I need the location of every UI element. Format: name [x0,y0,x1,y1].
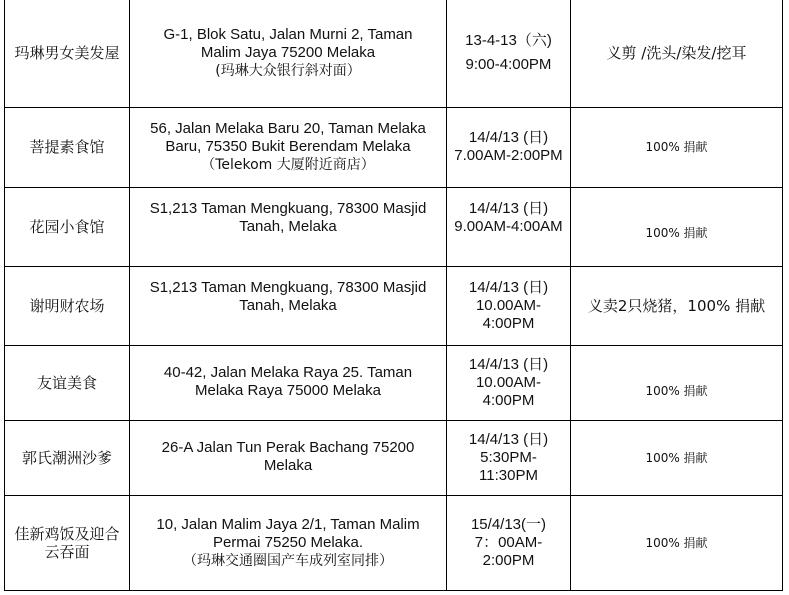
date-time-cell [447,0,571,107]
note-cell [571,0,783,107]
address-line: Tanah, Melaka [239,217,337,235]
shop-name: 郭氏潮洲沙爹 [21,448,112,467]
table-row [5,266,783,345]
address-line: Melaka Raya 75000 Melaka [195,381,381,399]
date-line: 14/4/13 (日) [468,129,549,146]
time-line: 4:00PM [482,314,535,332]
note-text: 100% 捐献 [645,225,708,240]
date-line: 14/4/13 (日) [468,199,549,217]
shop-name: 友谊美食 [36,373,97,392]
note-cell [571,420,783,495]
address-line: 26-A Jalan Tun Perak Bachang 75200 [161,438,415,456]
address-cell [130,420,447,495]
note-cell [571,107,783,187]
shop-name: 玛琳男女美发屋 [14,44,120,63]
shop-name-cell [5,420,130,495]
table-row [5,495,783,590]
time-line: 10.00AM- [475,296,542,314]
time-line: 11:30PM [479,466,538,484]
note-text: 100% 捐献 [645,450,708,465]
note-cell [571,187,783,266]
note-cell [571,266,783,345]
address-line: （玛琳交通圈国产车成列室同排） [183,552,393,569]
date-line: 14/4/13 (日) [468,278,549,296]
note-text: 义剪 /洗头/染发/挖耳 [606,44,747,63]
address-line: Tanah, Melaka [239,296,337,314]
address-cell [130,266,447,345]
address-line: Malim Jaya 75200 Melaka [200,44,376,62]
shop-name: 花园小食馆 [29,217,105,236]
address-line: Baru, 75350 Bukit Berendam Melaka [165,138,411,155]
address-line: S1,213 Taman Mengkuang, 78300 Masjid [149,278,427,296]
time-line: 4:00PM [482,391,535,409]
donation-schedule-table [4,0,783,591]
date-line: 13-4-13（六) [465,32,552,50]
time-line: 7：00AM- [474,533,543,551]
address-cell [130,187,447,266]
address-cell [130,0,447,107]
note-text: 100% 捐献 [645,140,708,154]
note-text: 100% 捐献 [645,535,708,550]
time-line: 10.00AM- [475,373,542,391]
address-line: (玛琳大众银行斜对面） [215,63,361,80]
shop-name-cell [5,107,130,187]
shop-name: 云吞面 [44,542,90,561]
date-line: 15/4/13(一) [470,515,547,533]
table-row [5,345,783,420]
address-line: S1,213 Taman Mengkuang, 78300 Masjid [149,199,427,217]
table-row [5,107,783,187]
table-row [5,187,783,266]
time-line: 2:00PM [482,551,535,569]
note-cell [571,495,783,590]
shop-name-cell [5,345,130,420]
address-line: 40-42, Jalan Melaka Raya 25. Taman [163,363,413,381]
table-row [5,0,783,107]
address-cell [130,107,447,187]
shop-name: 菩提素食馆 [29,138,105,156]
date-line: 14/4/13 (日) [468,355,549,373]
time-line: 9:00-4:00PM [465,56,552,74]
address-line: G-1, Blok Satu, Jalan Murni 2, Taman [163,26,413,44]
note-text: 义卖2只烧猪，100% 捐献 [587,296,766,315]
shop-name-cell [5,266,130,345]
address-line: 56, Jalan Melaka Baru 20, Taman Melaka [150,120,426,137]
table-row [5,420,783,495]
shop-name: 谢明财农场 [29,296,105,315]
shop-name-cell [5,0,130,107]
date-time-cell [447,495,571,590]
date-time-cell [447,107,571,187]
address-line: Melaka [263,456,313,474]
date-line: 14/4/13 (日) [468,430,549,448]
shop-name-cell [5,495,130,590]
date-time-cell [447,266,571,345]
address-line: （Telekom 大厦附近商店） [201,157,375,173]
shop-name: 佳新鸡饭及迎合 [14,524,120,543]
time-line: 7.00AM-2:00PM [454,147,563,164]
time-line: 9.00AM-4:00AM [454,217,563,235]
note-text: 100% 捐献 [645,383,708,398]
date-time-cell [447,345,571,420]
address-line: 10, Jalan Malim Jaya 2/1, Taman Malim [156,515,420,533]
note-cell [571,345,783,420]
time-line: 5:30PM- [480,448,537,466]
address-cell [130,345,447,420]
shop-name-cell [5,187,130,266]
address-line: Permai 75250 Melaka. [212,533,364,551]
date-time-cell [447,420,571,495]
date-time-cell [447,187,571,266]
address-cell [130,495,447,590]
